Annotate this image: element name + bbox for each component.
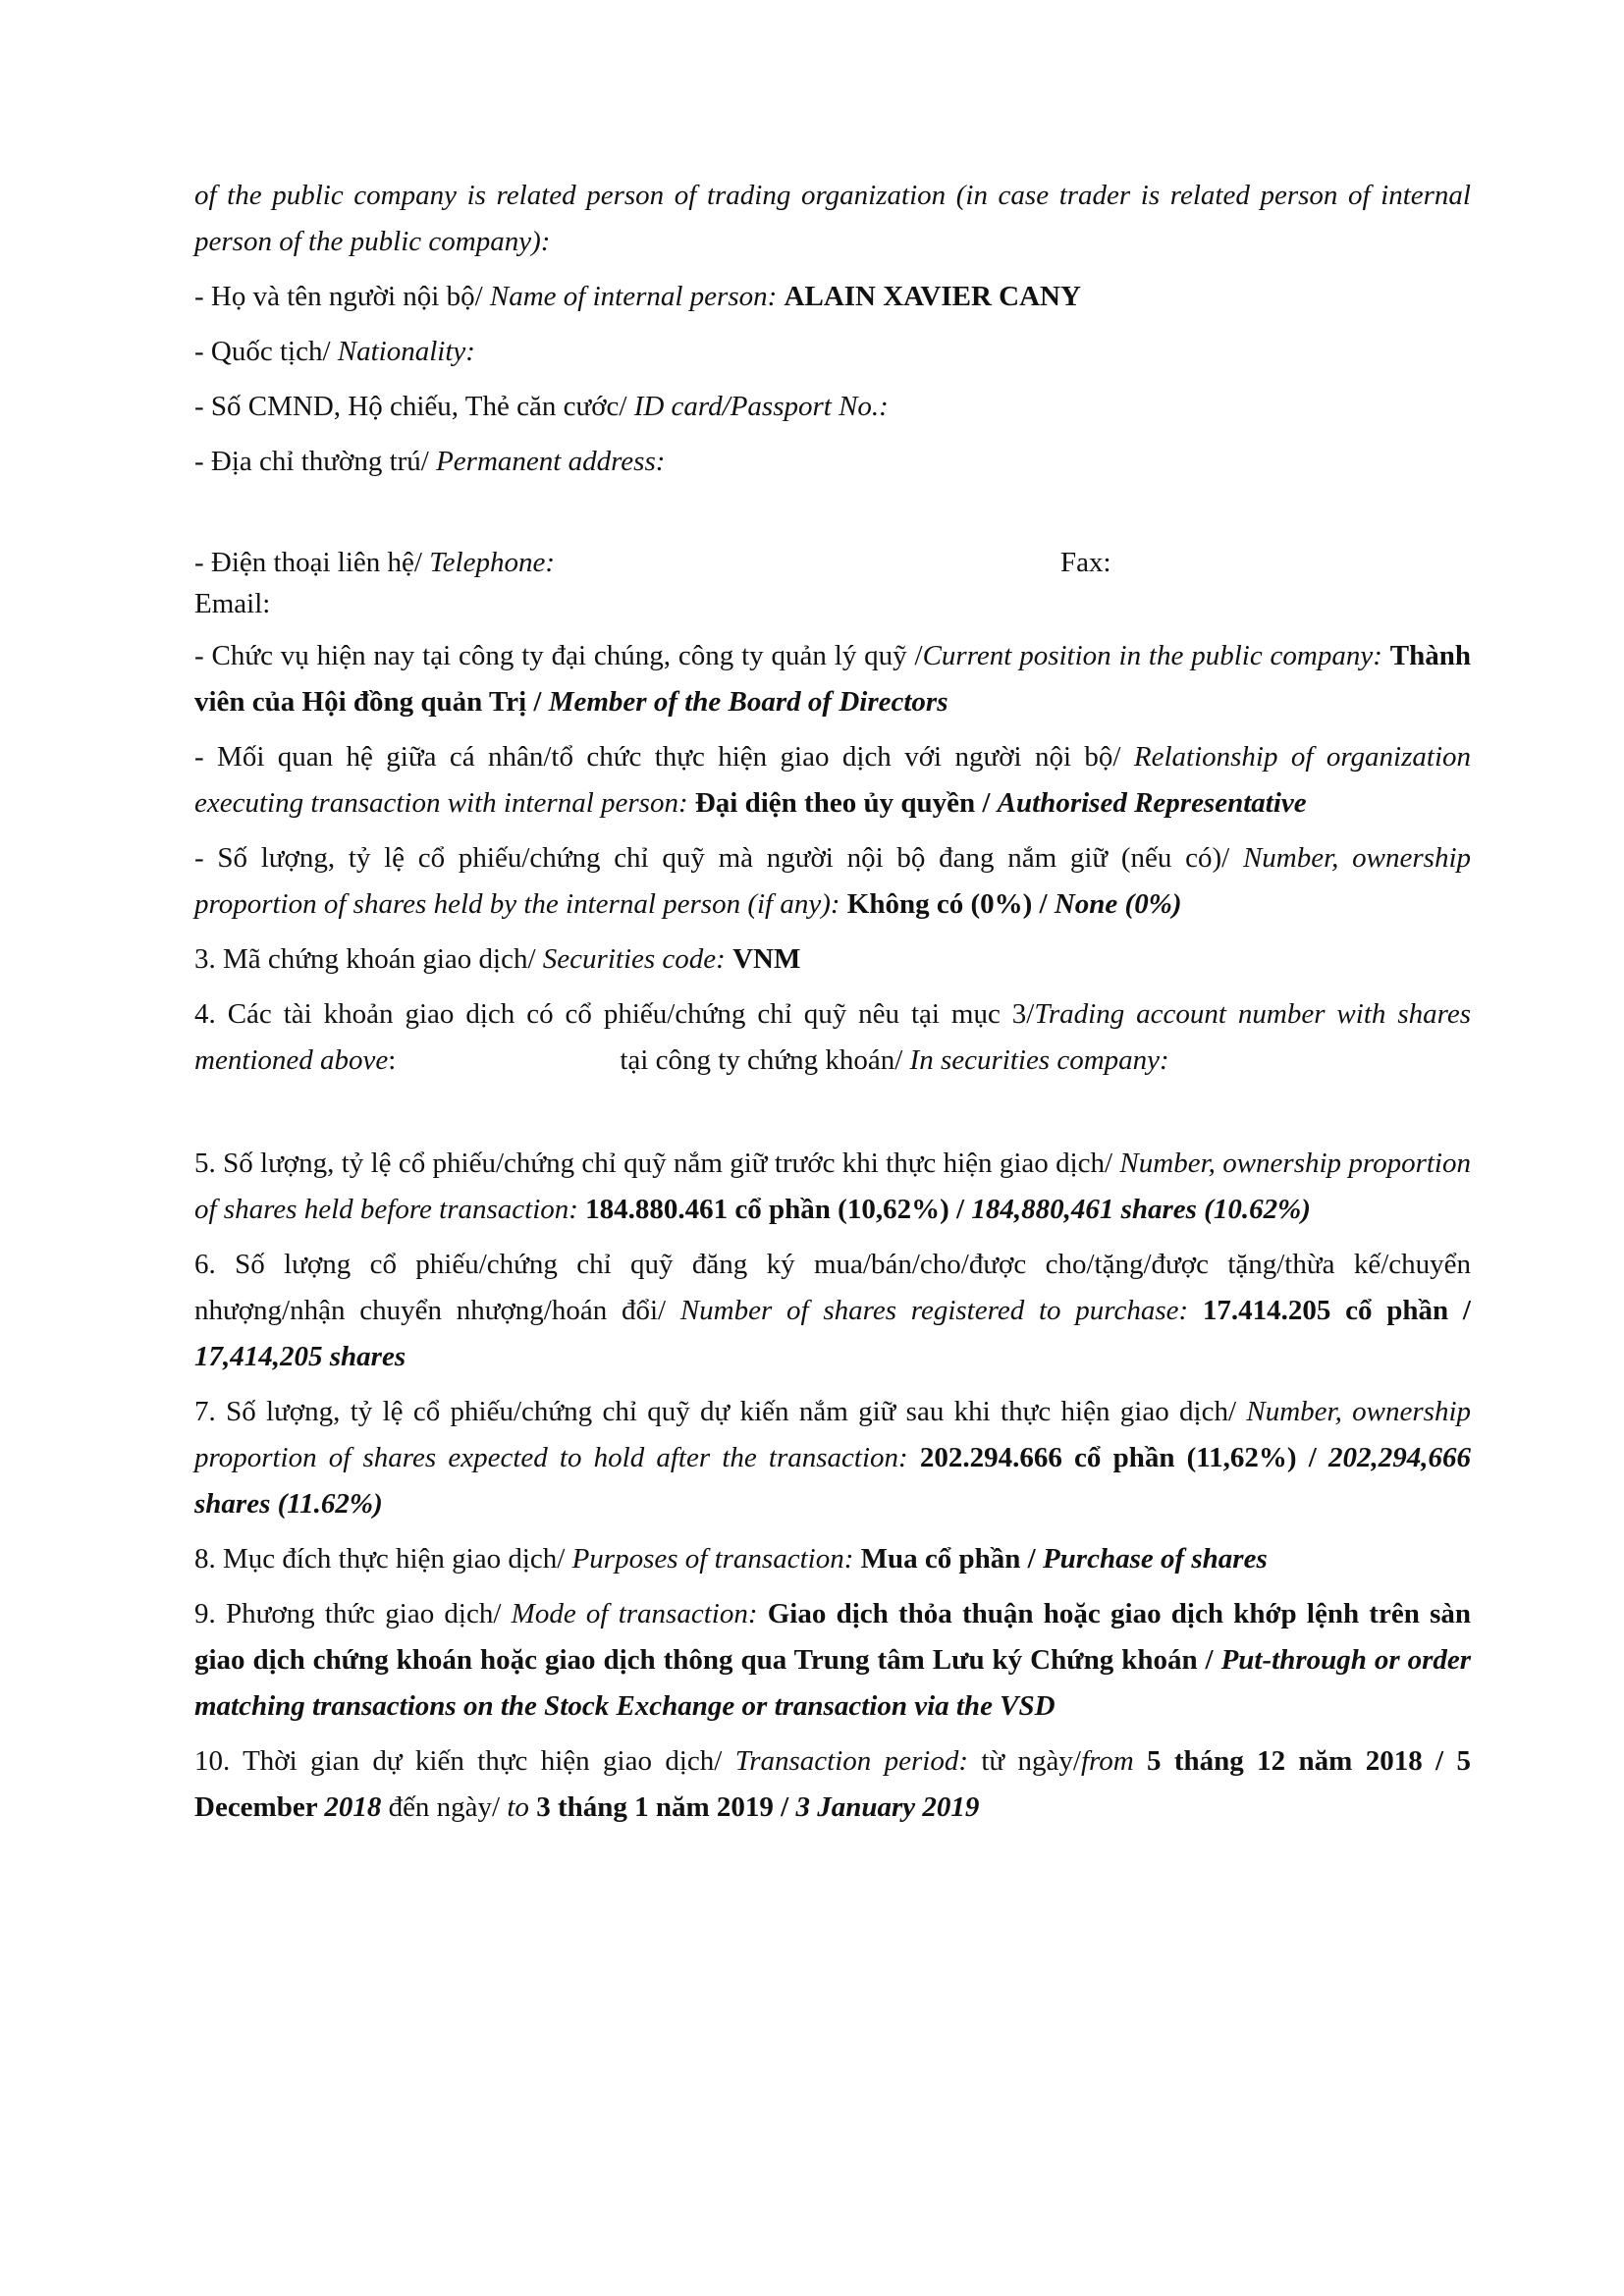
item9-value-en: Put-through or order matching transactions on the Stock Exchange or transaction via the VSD xyxy=(194,1644,1472,1722)
item9-label-vi: 9. Phương thức giao dịch/ xyxy=(194,1598,512,1629)
item-8-purpose xyxy=(194,1536,1471,1582)
item3-label-en: Securities code: xyxy=(542,943,733,975)
item-6-shares-registered xyxy=(194,1242,1471,1380)
item10-to-en: to xyxy=(507,1791,537,1823)
item6-value-en: 17,414,205 shares xyxy=(194,1341,406,1372)
item4-label-en: Trading account number with shares mentioned above xyxy=(194,998,1471,1076)
item5-label-en: Number, ownership proportion of shares held before transaction: xyxy=(194,1148,1471,1225)
item10-from-en: from xyxy=(1080,1745,1148,1777)
nationality-row xyxy=(194,329,1471,375)
item8-label-en: Purposes of transaction: xyxy=(571,1543,861,1575)
item7-value-en: 202,294,666 shares (11.62%) xyxy=(194,1442,1471,1520)
intro-paragraph xyxy=(194,173,1471,265)
internal-person-name-row xyxy=(194,274,1471,320)
item5-value-vi: 184.880.461 cổ phần (10,62%) / xyxy=(585,1194,972,1225)
item10-date1-year: 2018 xyxy=(324,1791,382,1823)
internal-shares-value-vi: Không có (0%) / xyxy=(846,888,1055,920)
telephone-row xyxy=(194,542,1471,624)
position-label-en: Current position in the public company: xyxy=(922,640,1390,671)
address-label-vi: - Địa chỉ thường trú/ xyxy=(194,446,437,477)
name-label-vi: - Họ và tên người nội bộ/ xyxy=(194,281,490,312)
id-label-en: ID card/Passport No.: xyxy=(633,391,889,422)
item9-label-en: Mode of transaction: xyxy=(511,1598,768,1629)
item-10-period xyxy=(194,1738,1471,1831)
address-label-en: Permanent address: xyxy=(436,446,666,477)
item6-label-vi: 6. Số lượng cổ phiếu/chứng chỉ quỹ đăng ký mua/bán/cho/được cho/tặng/được tặng/thừa kế/chuyển nhượng/nhận chuyển nhượng/hoán đổi/ xyxy=(194,1249,1471,1326)
intro-text: of the public company is related person of trading organization (in case trader is related person of internal person of the public company): xyxy=(194,180,1471,257)
item7-label-vi: 7. Số lượng, tỷ lệ cổ phiếu/chứng chỉ quỹ dự kiến nắm giữ sau khi thực hiện giao dịch/ xyxy=(194,1396,1247,1427)
item4-label-vi-2: tại công ty chứng khoán/ xyxy=(620,1044,910,1076)
id-card-row xyxy=(194,384,1471,430)
relationship-label-vi: - Mối quan hệ giữa cá nhân/tổ chức thực hiện giao dịch với người nội bộ/ xyxy=(194,741,1134,773)
item5-label-vi: 5. Số lượng, tỷ lệ cổ phiếu/chứng chỉ quỹ nắm giữ trước khi thực hiện giao dịch/ xyxy=(194,1148,1120,1179)
item8-value-en: Purchase of shares xyxy=(1042,1543,1268,1575)
item5-value-en: 184,880,461 shares (10.62%) xyxy=(971,1194,1311,1225)
fax-label: Fax: xyxy=(1060,547,1111,578)
item10-date2-en: 3 January 2019 xyxy=(795,1791,980,1823)
item10-label-vi: 10. Thời gian dự kiến thực hiện giao dịch/ xyxy=(194,1745,735,1777)
item-3-securities-code xyxy=(194,936,1471,983)
position-label-vi: - Chức vụ hiện nay tại công ty đại chúng, công ty quản lý quỹ / xyxy=(194,640,923,671)
internal-shares-label-en: Number, ownership proportion of shares held by the internal person (if any): xyxy=(194,842,1472,920)
item-7-shares-after xyxy=(194,1389,1471,1527)
name-label-en: Name of internal person: xyxy=(489,281,785,312)
item3-label-vi: 3. Mã chứng khoán giao dịch/ xyxy=(194,943,543,975)
item7-label-en: Number, ownership proportion of shares expected to hold after the transaction: xyxy=(194,1396,1472,1473)
position-value-vi: Thành viên của Hội đồng quản Trị / xyxy=(194,640,1471,718)
item9-value-vi: Giao dịch thỏa thuận hoặc giao dịch khớp lệnh trên sàn giao dịch chứng khoán hoặc giao dịch thông qua Trung tâm Lưu ký Chứng khoán / xyxy=(194,1598,1471,1676)
email-label: Email: xyxy=(194,588,271,619)
item4-label-vi: 4. Các tài khoản giao dịch có cổ phiếu/chứng chỉ quỹ nêu tại mục 3/ xyxy=(194,998,1035,1030)
internal-shares-value-en: None (0%) xyxy=(1054,888,1182,920)
id-label-vi: - Số CMND, Hộ chiếu, Thẻ căn cước/ xyxy=(194,391,634,422)
item8-label-vi: 8. Mục đích thực hiện giao dịch/ xyxy=(194,1543,572,1575)
item-9-mode xyxy=(194,1591,1471,1730)
item10-to-vi: đến ngày/ xyxy=(381,1791,508,1823)
telephone-label-en: Telephone: xyxy=(429,547,555,578)
relationship-row xyxy=(194,734,1471,827)
document-page xyxy=(194,173,1471,1840)
relationship-label-en: Relationship of organization executing transaction with internal person: xyxy=(194,741,1471,819)
item4-label-en-2: In securities company: xyxy=(909,1044,1169,1076)
nationality-label-en: Nationality: xyxy=(337,336,475,367)
securities-code-value: VNM xyxy=(732,943,801,975)
telephone-label-vi: - Điện thoại liên hệ/ xyxy=(194,547,430,578)
address-row xyxy=(194,439,1471,485)
item7-value-vi: 202.294.666 cổ phần (11,62%) / xyxy=(919,1442,1328,1473)
item10-date1-vi: 5 tháng 12 năm 2018 / 5 December xyxy=(194,1745,1471,1823)
item6-label-en: Number of shares registered to purchase: xyxy=(679,1295,1203,1326)
item10-from-vi: từ ngày/ xyxy=(981,1745,1081,1777)
item4-colon: : xyxy=(388,1044,397,1076)
item-5-shares-before xyxy=(194,1141,1471,1233)
current-position-row xyxy=(194,633,1471,725)
relationship-value-en: Authorised Representative xyxy=(997,787,1307,819)
item8-value-vi: Mua cổ phần / xyxy=(860,1543,1043,1575)
item10-date2-vi: 3 tháng 1 năm 2019 / xyxy=(536,1791,796,1823)
position-value-en: Member of the Board of Directors xyxy=(548,686,948,718)
nationality-label-vi: - Quốc tịch/ xyxy=(194,336,338,367)
item6-value-vi: 17.414.205 cổ phần / xyxy=(1202,1295,1471,1326)
item-4-trading-accounts xyxy=(194,991,1471,1084)
internal-person-name: ALAIN XAVIER CANY xyxy=(784,281,1081,312)
internal-shares-label-vi: - Số lượng, tỷ lệ cổ phiếu/chứng chỉ quỹ mà người nội bộ đang nắm giữ (nếu có)/ xyxy=(194,842,1243,874)
relationship-value-vi: Đại diện theo ủy quyền / xyxy=(694,787,998,819)
internal-shares-row xyxy=(194,835,1471,928)
item10-label-en: Transaction period: xyxy=(734,1745,982,1777)
